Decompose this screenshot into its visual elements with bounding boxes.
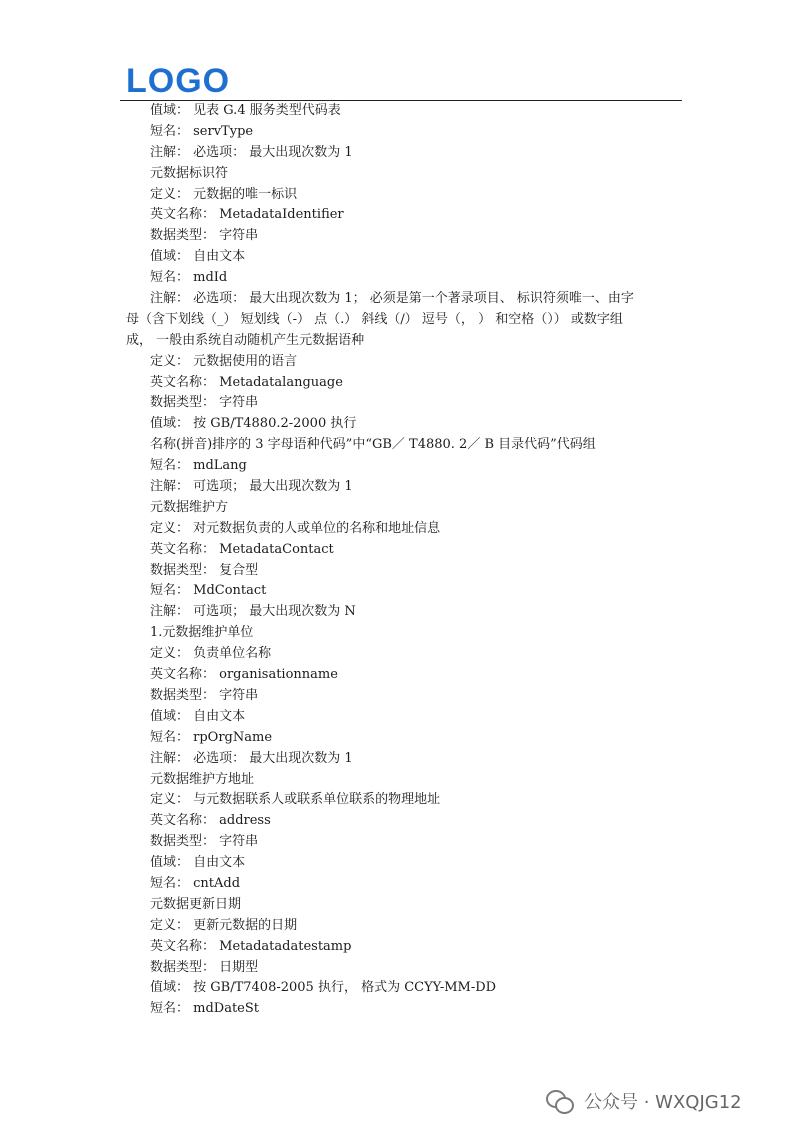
text-line: 值域： 自由文本 — [150, 249, 246, 265]
text-line: 英文名称： MetadataIdentifier — [150, 207, 344, 223]
text-line: 定义： 元数据的唯一标识 — [150, 186, 298, 202]
text-line: 注解： 必选项： 最大出现次数为 1 — [150, 144, 353, 160]
text-line: 元数据维护方地址 — [150, 771, 255, 787]
text-line: 英文名称： Metadatadatestamp — [150, 938, 352, 954]
text-line: 数据类型： 日期型 — [150, 959, 259, 975]
text-line: 元数据标识符 — [150, 165, 229, 181]
text-line: 数据类型： 字符串 — [150, 395, 259, 411]
text-line: 英文名称： address — [150, 813, 271, 829]
text-line: 定义： 负责单位名称 — [150, 646, 272, 662]
text-line: 短名： mdId — [150, 270, 228, 286]
text-line: 值域： 自由文本 — [150, 855, 246, 871]
text-line: 短名： MdContact — [150, 583, 267, 599]
text-line: 定义： 对元数据负责的人或单位的名称和地址信息 — [150, 520, 441, 536]
text-line: 注解： 必选项： 最大出现次数为 1 — [150, 750, 353, 766]
text-line: 数据类型： 复合型 — [150, 562, 259, 578]
text-line: 英文名称： organisationname — [150, 667, 338, 683]
text-line: 注解： 必选项： 最大出现次数为 1； 必须是第一个著录项目、 标识符须唯一、由字 — [150, 291, 634, 307]
text-line: 数据类型： 字符串 — [150, 228, 259, 244]
logo: LOGO — [126, 62, 231, 100]
document-body — [126, 101, 686, 1020]
text-line: 定义： 更新元数据的日期 — [150, 917, 298, 933]
watermark — [546, 1086, 742, 1116]
text-line: 短名： servType — [150, 123, 254, 139]
text-line: 值域： 按 GB/T4880.2-2000 执行 — [150, 416, 357, 432]
text-line: 短名： mdDateSt — [150, 1001, 260, 1017]
text-line: 短名： cntAdd — [150, 875, 241, 891]
text-line: 定义： 与元数据联系人或联系单位联系的物理地址 — [150, 792, 441, 808]
text-line: 注解： 可选项； 最大出现次数为 1 — [150, 479, 353, 495]
text-line: 名称(拼音)排序的 3 字母语种代码”中“GB／ T4880. 2／ B 目录代码”代码组 — [150, 437, 596, 453]
text-line: 英文名称： MetadataContact — [150, 541, 334, 557]
watermark-text: 公众号 · WXQJG12 — [584, 1092, 742, 1113]
wechat-icon — [546, 1089, 574, 1113]
text-line: 母（含下划线（_） 短划线（-） 点（.） 斜线（/） 逗号（， ） 和空格（）） 或数字组 — [126, 311, 623, 327]
text-line: 英文名称： Metadatalanguage — [150, 374, 343, 390]
text-line: 短名： rpOrgName — [150, 729, 273, 745]
text-line: 短名： mdLang — [150, 458, 247, 474]
text-line: 值域： 自由文本 — [150, 708, 246, 724]
text-line: 元数据更新日期 — [150, 896, 242, 912]
text-line: 定义： 元数据使用的语言 — [150, 353, 298, 369]
text-line: 元数据维护方 — [150, 499, 229, 515]
text-line: 数据类型： 字符串 — [150, 834, 259, 850]
text-line: 数据类型： 字符串 — [150, 687, 259, 703]
text-line: 值域： 按 GB/T7408-2005 执行， 格式为 CCYY-MM-DD — [150, 980, 497, 996]
text-line: 成， 一般由系统自动随机产生元数据语种 — [126, 332, 365, 348]
text-line: 注解： 可选项； 最大出现次数为 N — [150, 604, 356, 620]
text-line: 1.元数据维护单位 — [150, 625, 254, 641]
text-line: 值域： 见表 G.4 服务类型代码表 — [150, 103, 341, 118]
